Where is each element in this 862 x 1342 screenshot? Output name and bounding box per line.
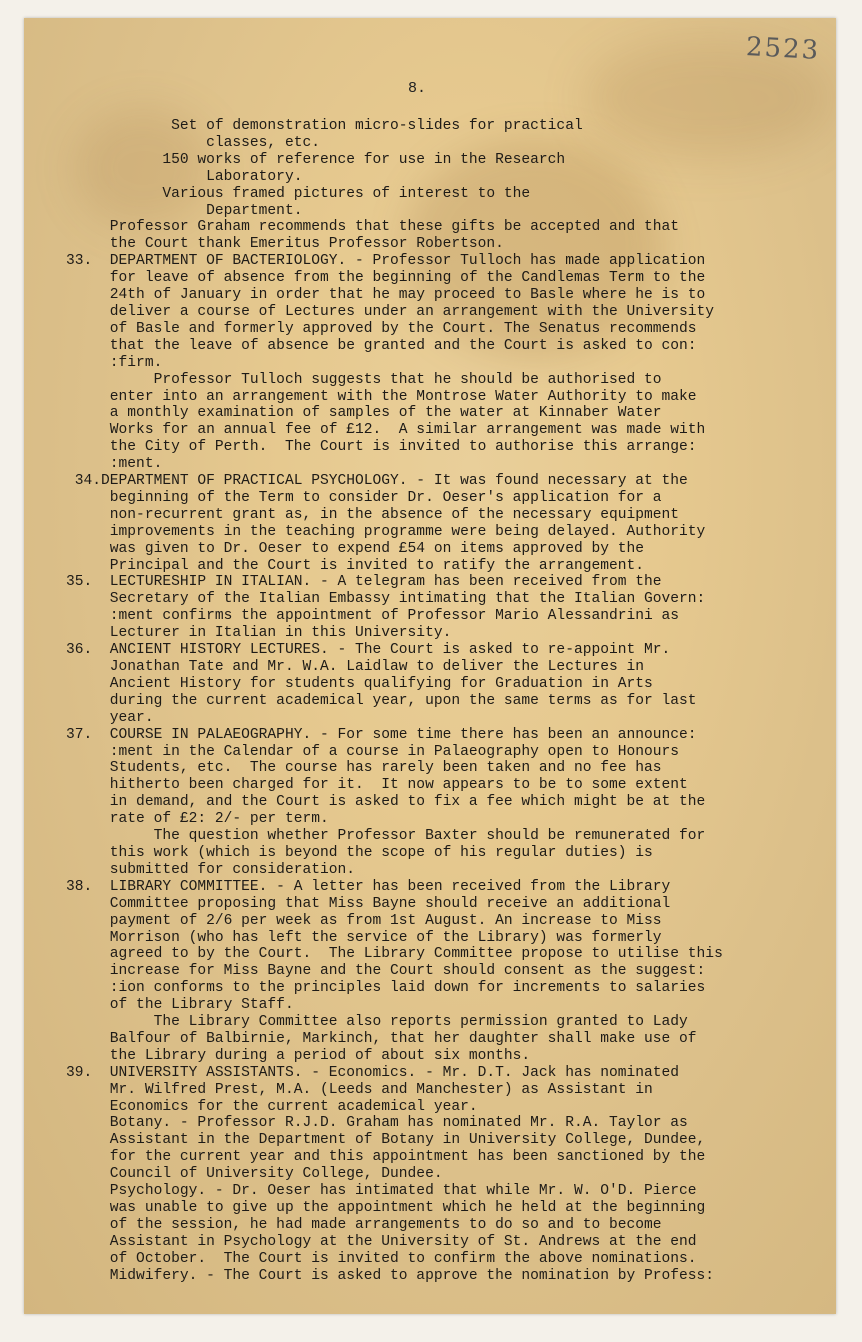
text-line: The question whether Professor Baxter should be remunerated for — [66, 828, 706, 845]
text-line: of the session, he had made arrangements to do so and to become — [66, 1216, 662, 1233]
text-line: 36. ANCIENT HISTORY LECTURES. - The Court is asked to re-appoint Mr. — [66, 642, 671, 659]
text-line: of October. The Court is invited to confirm the above nominations. — [66, 1250, 697, 1267]
text-line: The Library Committee also reports permission granted to Lady — [66, 1014, 688, 1031]
text-line: Economics for the current academical year. — [66, 1098, 478, 1115]
text-line: 35. LECTURESHIP IN ITALIAN. - A telegram has been received from the — [66, 574, 662, 591]
text-line: :ment confirms the appointment of Professor Mario Alessandrini as — [66, 608, 680, 625]
text-line: :ment in the Calendar of a course in Palaeography open to Honours — [66, 743, 680, 760]
text-line: the Library during a period of about six months. — [66, 1047, 531, 1064]
text-line: Assistant in the Department of Botany in University College, Dundee, — [66, 1132, 706, 1149]
page-number: 8. — [408, 80, 427, 97]
text-line: was unable to give up the appointment which he held at the beginning — [66, 1200, 706, 1216]
text-line: Set of demonstration micro-slides for practical — [66, 118, 583, 134]
text-line: beginning of the Term to consider Dr. Oeser's application for a — [66, 489, 662, 506]
text-line: agreed to by the Court. The Library Committee propose to utilise this — [66, 946, 723, 963]
text-line: Students, etc. The course has rarely been taken and no fee has — [66, 760, 662, 777]
text-line: Laboratory. — [66, 168, 303, 185]
text-line: Morrison (who has left the service of the Library) was formerly — [66, 929, 662, 946]
text-line: Mr. Wilfred Prest, M.A. (Leeds and Manchester) as Assistant in — [66, 1081, 653, 1098]
text-line: Principal and the Court is invited to ratify the arrangement. — [66, 557, 645, 574]
text-line: non-recurrent grant as, in the absence of the necessary equipment — [66, 506, 680, 523]
text-line: :ion conforms to the principles laid down for increments to salaries — [66, 980, 706, 997]
text-line: 34.DEPARTMENT OF PRACTICAL PSYCHOLOGY. - It was found necessary at the — [66, 473, 688, 490]
typed-text-body — [66, 118, 786, 1285]
text-line: 150 works of reference for use in the Research — [66, 151, 566, 168]
text-line: increase for Miss Bayne and the Court should consent as the suggest: — [66, 963, 706, 980]
text-line: Midwifery. - The Court is asked to approve the nomination by Profess: — [66, 1267, 715, 1284]
text-line: for the current year and this appointment has been sanctioned by the — [66, 1149, 706, 1166]
text-line: Professor Tulloch suggests that he should be authorised to — [66, 371, 662, 388]
text-line: Professor Graham recommends that these gifts be accepted and that — [66, 219, 680, 236]
text-line: Assistant in Psychology at the University of St. Andrews at the end — [66, 1233, 697, 1250]
text-line: :ment. — [66, 456, 163, 473]
text-line: classes, etc. — [66, 134, 320, 151]
text-line: 33. DEPARTMENT OF BACTERIOLOGY. - Professor Tulloch has made application — [66, 253, 706, 270]
text-line: submitted for consideration. — [66, 861, 356, 878]
text-line: of the Library Staff. — [66, 997, 294, 1014]
text-line: Council of University College, Dundee. — [66, 1166, 443, 1183]
text-line: Psychology. - Dr. Oeser has intimated that while Mr. W. O'D. Pierce — [66, 1183, 697, 1200]
text-line: 38. LIBRARY COMMITTEE. - A letter has been received from the Library — [66, 878, 671, 895]
text-line: Various framed pictures of interest to the — [66, 185, 531, 202]
text-line: hitherto been charged for it. It now appears to be to some extent — [66, 777, 688, 794]
text-line: for leave of absence from the beginning of the Candlemas Term to the — [66, 270, 706, 287]
text-line: Jonathan Tate and Mr. W.A. Laidlaw to deliver the Lectures in — [66, 659, 645, 675]
text-line: Committee proposing that Miss Bayne should receive an additional — [66, 895, 671, 912]
text-line: was given to Dr. Oeser to expend £54 on items approved by the — [66, 540, 645, 557]
text-line: Balfour of Balbirnie, Markinch, that her daughter shall make use of — [66, 1030, 697, 1047]
text-line: that the leave of absence be granted and the Court is asked to con: — [66, 337, 697, 354]
text-line: Works for an annual fee of £12. A similar arrangement was made with — [66, 422, 706, 439]
text-line: in demand, and the Court is asked to fix a fee which might be at the — [66, 794, 706, 811]
text-line: the Court thank Emeritus Professor Robertson. — [66, 236, 504, 253]
text-line: :firm. — [66, 354, 163, 371]
text-line: Lecturer in Italian in this University. — [66, 625, 452, 642]
archive-number: 2523 — [745, 32, 821, 66]
text-line: 37. COURSE IN PALAEOGRAPHY. - For some time there has been an announce: — [66, 726, 697, 743]
text-line: year. — [66, 709, 154, 726]
text-line: a monthly examination of samples of the water at Kinnaber Water — [66, 405, 662, 422]
text-line: Botany. - Professor R.J.D. Graham has nominated Mr. R.A. Taylor as — [66, 1115, 688, 1132]
text-line: 39. UNIVERSITY ASSISTANTS. - Economics. - Mr. D.T. Jack has nominated — [66, 1064, 680, 1081]
text-line: this work (which is beyond the scope of his regular duties) is — [66, 844, 653, 861]
text-line: enter into an arrangement with the Montrose Water Authority to make — [66, 388, 697, 405]
text-line: rate of £2: 2/- per term. — [66, 811, 329, 828]
text-line: Department. — [66, 202, 303, 219]
text-line: 24th of January in order that he may proceed to Basle where he is to — [66, 287, 706, 304]
text-line: during the current academical year, upon the same terms as for last — [66, 692, 697, 709]
text-line: of Basle and formerly approved by the Court. The Senatus recommends — [66, 320, 697, 337]
text-line: Secretary of the Italian Embassy intimating that the Italian Govern: — [66, 591, 706, 608]
text-line: improvements in the teaching programme were being delayed. Authority — [66, 523, 706, 540]
text-line: Ancient History for students qualifying for Graduation in Arts — [66, 675, 653, 692]
document-page — [24, 18, 836, 1314]
text-line: payment of 2/6 per week as from 1st August. An increase to Miss — [66, 912, 662, 929]
text-line: deliver a course of Lectures under an arrangement with the University — [66, 303, 715, 320]
text-line: the City of Perth. The Court is invited to authorise this arrange: — [66, 439, 697, 456]
